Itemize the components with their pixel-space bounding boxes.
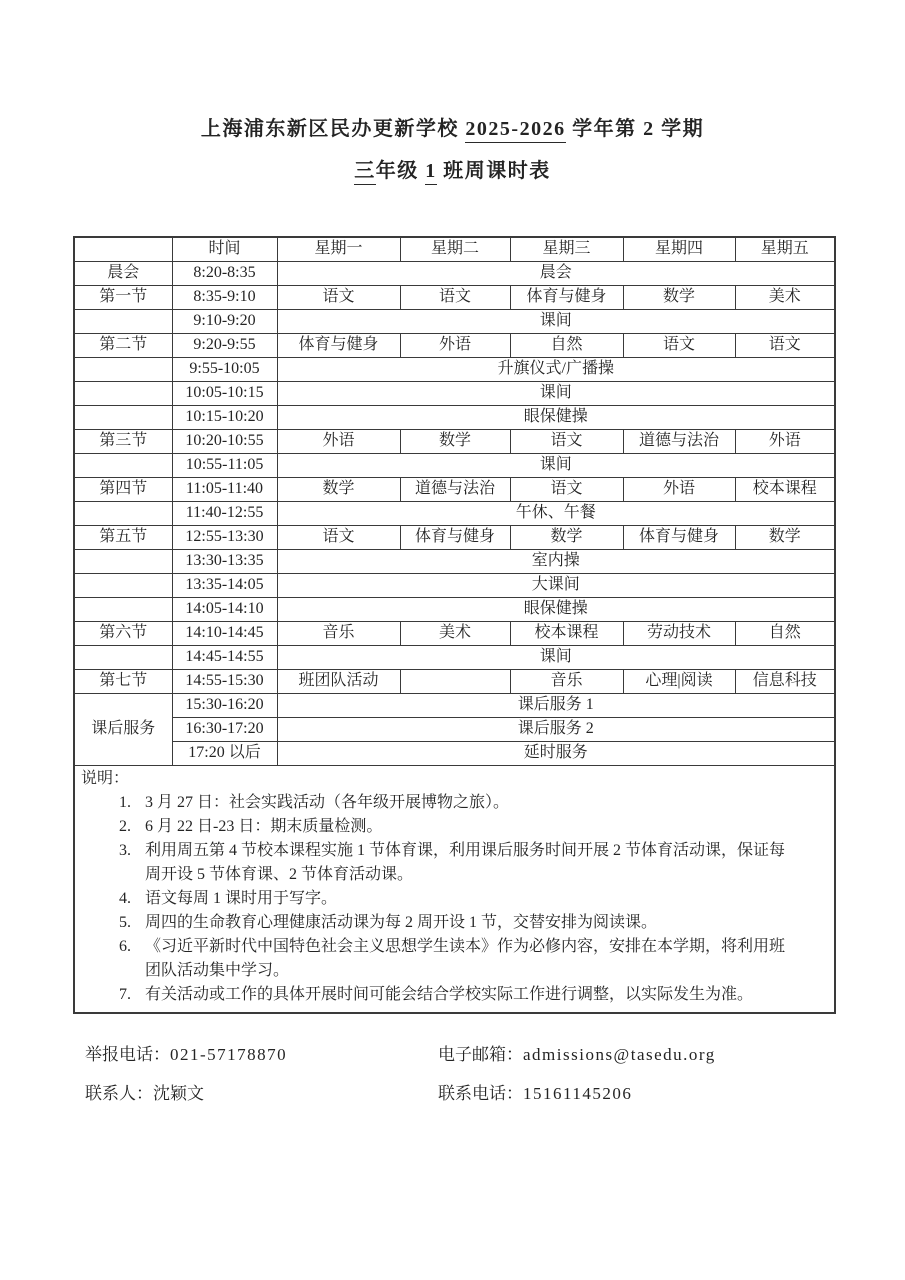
timetable-body [74, 237, 835, 1013]
table-row [74, 525, 835, 549]
note-number: 5. [119, 913, 131, 931]
header-cell-3: 星期二 [400, 237, 510, 261]
time-cell: 10:15-10:20 [172, 405, 277, 429]
subject-cell: 班团队活动 [277, 669, 400, 693]
subject-cell: 劳动技术 [623, 621, 735, 645]
time-cell: 17:20 以后 [172, 741, 277, 765]
time-cell: 9:20-9:55 [172, 333, 277, 357]
note-number: 7. [119, 985, 131, 1003]
subject-cell: 外语 [400, 333, 510, 357]
merged-activity-cell: 课后服务 1 [277, 693, 835, 717]
subject-cell: 道德与法治 [400, 477, 510, 501]
period-cell [74, 597, 172, 621]
merged-activity-cell: 课后服务 2 [277, 717, 835, 741]
period-cell [74, 405, 172, 429]
note-number: 3. [119, 841, 131, 859]
period-cell [74, 309, 172, 333]
subject-cell: 语文 [510, 429, 623, 453]
period-cell: 第七节 [74, 669, 172, 693]
note-text: 语文每周 1 课时用于写字。 [145, 889, 338, 907]
subject-cell: 外语 [623, 477, 735, 501]
subject-cell: 体育与健身 [277, 333, 400, 357]
time-cell: 12:55-13:30 [172, 525, 277, 549]
time-cell: 10:05-10:15 [172, 381, 277, 405]
subject-cell: 语文 [735, 333, 835, 357]
subject-cell: 美术 [400, 621, 510, 645]
table-row [74, 645, 835, 669]
note-item [81, 911, 824, 935]
period-cell [74, 381, 172, 405]
time-cell: 13:30-13:35 [172, 549, 277, 573]
note-item [81, 791, 824, 815]
contact-person-label: 联系人： [85, 1084, 153, 1103]
note-number: 6. [119, 937, 131, 955]
subject-cell: 语文 [277, 285, 400, 309]
table-row [74, 669, 835, 693]
subject-cell: 数学 [277, 477, 400, 501]
subject-cell: 外语 [735, 429, 835, 453]
subject-cell: 美术 [735, 285, 835, 309]
merged-activity-cell: 眼保健操 [277, 405, 835, 429]
merged-activity-cell: 延时服务 [277, 741, 835, 765]
email [438, 1040, 716, 1065]
period-cell: 第五节 [74, 525, 172, 549]
subject-cell: 自然 [510, 333, 623, 357]
subject-cell: 体育与健身 [400, 525, 510, 549]
time-cell: 11:05-11:40 [172, 477, 277, 501]
table-row [74, 477, 835, 501]
notes-row [74, 765, 835, 1013]
note-item [81, 983, 824, 1007]
time-cell: 11:40-12:55 [172, 501, 277, 525]
subject-cell: 数学 [400, 429, 510, 453]
time-cell: 10:20-10:55 [172, 429, 277, 453]
period-cell: 课后服务 [74, 693, 172, 765]
time-cell: 13:35-14:05 [172, 573, 277, 597]
time-cell: 8:20-8:35 [172, 261, 277, 285]
table-row [74, 693, 835, 717]
subject-cell: 语文 [400, 285, 510, 309]
report-phone-label: 举报电话： [85, 1045, 170, 1064]
table-row [74, 309, 835, 333]
header-row [74, 237, 835, 261]
period-cell [74, 645, 172, 669]
merged-activity-cell: 午休、午餐 [277, 501, 835, 525]
table-row [74, 741, 835, 765]
merged-activity-cell: 室内操 [277, 549, 835, 573]
subject-cell: 道德与法治 [623, 429, 735, 453]
table-row [74, 621, 835, 645]
merged-activity-cell: 升旗仪式/广播操 [277, 357, 835, 381]
table-row [74, 429, 835, 453]
subject-cell: 自然 [735, 621, 835, 645]
period-cell: 第六节 [74, 621, 172, 645]
note-item [81, 887, 824, 911]
note-text: 周四的生命教育心理健康活动课为每 2 周开设 1 节，交替安排为阅读课。 [145, 913, 658, 931]
time-cell: 14:45-14:55 [172, 645, 277, 669]
title-underlined-segment: 1 [425, 160, 437, 185]
subject-cell: 数学 [623, 285, 735, 309]
time-cell: 14:05-14:10 [172, 597, 277, 621]
table-row [74, 333, 835, 357]
note-number: 1. [119, 793, 131, 811]
header-cell-1: 时间 [172, 237, 277, 261]
footer-row-1 [85, 1040, 716, 1065]
subject-cell: 校本课程 [735, 477, 835, 501]
footer-contacts [85, 1040, 716, 1118]
period-cell [74, 549, 172, 573]
title-underlined-segment: 2025-2026 [465, 118, 565, 143]
table-row [74, 453, 835, 477]
merged-activity-cell: 晨会 [277, 261, 835, 285]
period-cell: 第一节 [74, 285, 172, 309]
header-cell-6: 星期五 [735, 237, 835, 261]
subject-cell: 外语 [277, 429, 400, 453]
period-cell: 第二节 [74, 333, 172, 357]
period-cell [74, 573, 172, 597]
note-number: 4. [119, 889, 131, 907]
time-cell: 9:55-10:05 [172, 357, 277, 381]
period-cell [74, 357, 172, 381]
table-row [74, 501, 835, 525]
merged-activity-cell: 课间 [277, 309, 835, 333]
contact-person-value: 沈颖文 [153, 1084, 204, 1103]
time-cell: 8:35-9:10 [172, 285, 277, 309]
table-row [74, 549, 835, 573]
subject-cell [400, 669, 510, 693]
table-row [74, 261, 835, 285]
email-label: 电子邮箱： [438, 1045, 523, 1064]
title-segment: 班周课时表 [436, 160, 551, 182]
contact-phone [438, 1079, 632, 1104]
subject-cell: 数学 [735, 525, 835, 549]
note-item [81, 935, 824, 983]
table-row [74, 717, 835, 741]
subject-cell: 体育与健身 [623, 525, 735, 549]
time-cell: 15:30-16:20 [172, 693, 277, 717]
note-text: 《习近平新时代中国特色社会主义思想学生读本》作为必修内容，安排在本学期，将利用班团队活动集中学习。 [145, 937, 786, 979]
time-cell: 16:30-17:20 [172, 717, 277, 741]
merged-activity-cell: 课间 [277, 381, 835, 405]
period-cell: 晨会 [74, 261, 172, 285]
note-number: 2. [119, 817, 131, 835]
header-cell-2: 星期一 [277, 237, 400, 261]
note-text: 6 月 22 日-23 日：期末质量检测。 [145, 817, 383, 835]
subject-cell: 校本课程 [510, 621, 623, 645]
merged-activity-cell: 课间 [277, 453, 835, 477]
table-row [74, 573, 835, 597]
subject-cell: 体育与健身 [510, 285, 623, 309]
subject-cell: 语文 [277, 525, 400, 549]
timetable [73, 236, 836, 1014]
note-item [81, 815, 824, 839]
note-text: 3 月 27 日：社会实践活动（各年级开展博物之旅）。 [145, 793, 510, 811]
header-cell-4: 星期三 [510, 237, 623, 261]
period-cell: 第三节 [74, 429, 172, 453]
table-row [74, 405, 835, 429]
notes-cell [74, 765, 835, 1013]
header-cell-5: 星期四 [623, 237, 735, 261]
notes-heading: 说明： [81, 769, 130, 787]
title-segment: 年级 [375, 160, 426, 182]
note-item [81, 839, 824, 887]
report-phone [85, 1040, 438, 1065]
document-title [0, 112, 905, 141]
contact-phone-value: 15161145206 [523, 1084, 633, 1103]
title-segment: 学年第 2 学期 [565, 118, 705, 140]
merged-activity-cell: 眼保健操 [277, 597, 835, 621]
time-cell: 9:10-9:20 [172, 309, 277, 333]
subject-cell: 音乐 [510, 669, 623, 693]
subject-cell: 心理|阅读 [623, 669, 735, 693]
period-cell [74, 501, 172, 525]
table-row [74, 357, 835, 381]
title-segment: 上海浦东新区民办更新学校 [200, 118, 466, 140]
merged-activity-cell: 课间 [277, 645, 835, 669]
note-text: 有关活动或工作的具体开展时间可能会结合学校实际工作进行调整，以实际发生为准。 [145, 985, 754, 1003]
table-row [74, 381, 835, 405]
header-cell-0 [74, 237, 172, 261]
subject-cell: 数学 [510, 525, 623, 549]
table-row [74, 285, 835, 309]
period-cell: 第四节 [74, 477, 172, 501]
time-cell: 14:55-15:30 [172, 669, 277, 693]
note-text: 利用周五第 4 节校本课程实施 1 节体育课，利用课后服务时间开展 2 节体育活动课，保证每周开设 5 节体育课、2 节体育活动课。 [145, 841, 786, 883]
time-cell: 10:55-11:05 [172, 453, 277, 477]
subject-cell: 音乐 [277, 621, 400, 645]
footer-row-2 [85, 1079, 716, 1104]
contact-person [85, 1079, 438, 1104]
subject-cell: 语文 [510, 477, 623, 501]
table-row [74, 597, 835, 621]
email-value: admissions@tasedu.org [523, 1045, 716, 1064]
title-underlined-segment: 三 [354, 160, 376, 185]
merged-activity-cell: 大课间 [277, 573, 835, 597]
document-subtitle [0, 154, 905, 183]
contact-phone-label: 联系电话： [438, 1084, 523, 1103]
subject-cell: 信息科技 [735, 669, 835, 693]
time-cell: 14:10-14:45 [172, 621, 277, 645]
period-cell [74, 453, 172, 477]
report-phone-value: 021-57178870 [170, 1045, 288, 1064]
subject-cell: 语文 [623, 333, 735, 357]
